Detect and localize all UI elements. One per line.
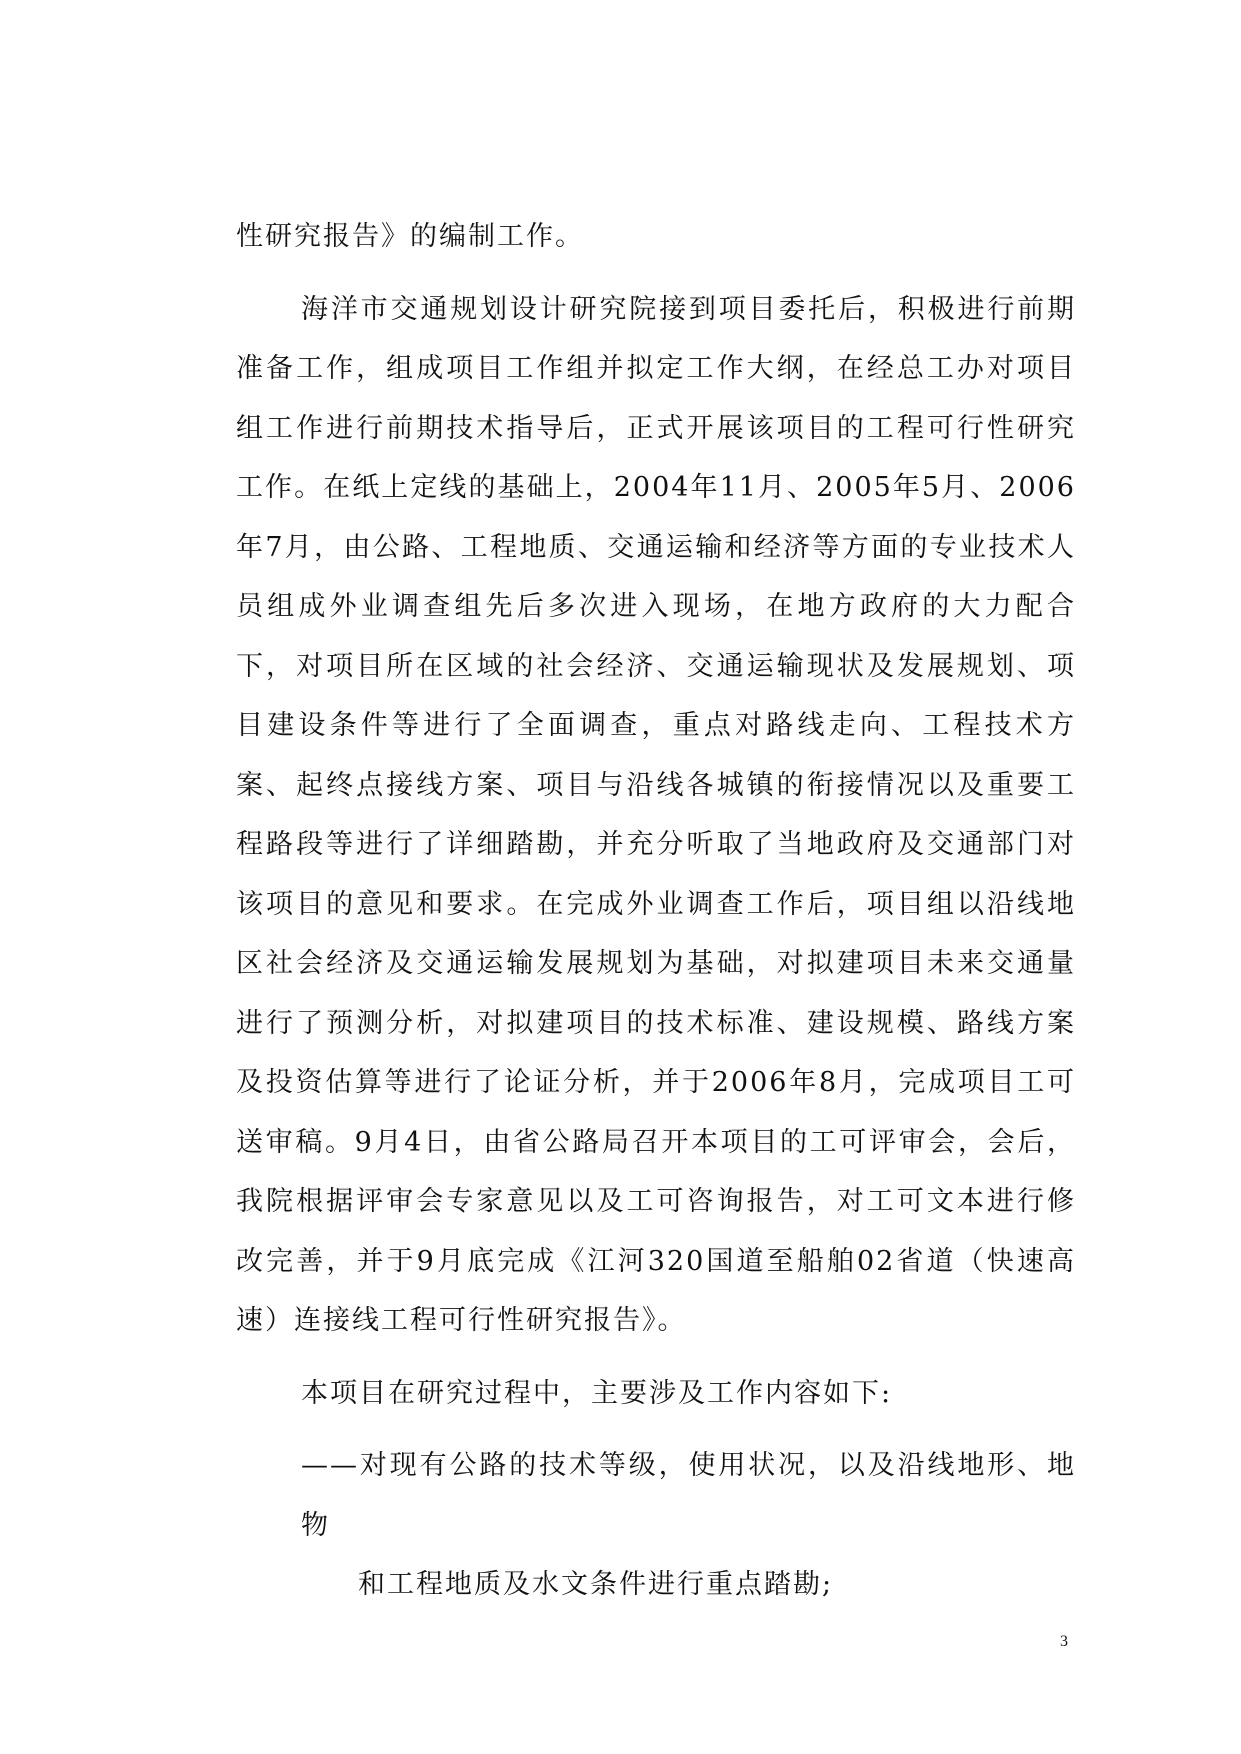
- paragraph-work-content-intro: 本项目在研究过程中，主要涉及工作内容如下:: [301, 1377, 893, 1409]
- list-item: [236, 1436, 1076, 1615]
- paragraph-continuation: 性研究报告》的编制工作。: [236, 221, 584, 252]
- list-item-line-1: ——对现有公路的技术等级，使用状况，以及沿线地形、地物: [301, 1450, 1076, 1541]
- page-number: 3: [1060, 1633, 1068, 1650]
- paragraph-project-process: 海洋市交通规划设计研究院接到项目委托后，积极进行前期准备工作，组成项目工作组并拟定工作大纲，在经总工办对项目组工作进行前期技术指导后，正式开展该项目的工程可行性研究工作。在纸上定线的基础上，2004年11月、2005年5月、2006年7月，由公路、工程地质、交通运输和经济等方面的专业技术人员组成外业调查组先后多次进入现场，在地方政府的大力配合下，对项目所在区域的社会经济、交通运输现状及发展规划、项目建设条件等进行了全面调查，重点对路线走向、工程技术方案、起终点接线方案、项目与沿线各城镇的衔接情况以及重要工程路段等进行了详细踏勘，并充分听取了当地政府及交通部门对该项目的意见和要求。在完成外业调查工作后，项目组以沿线地区社会经济及交通运输发展规划为基础，对拟建项目未来交通量进行了预测分析，对拟建项目的技术标准、建设规模、路线方案及投资估算等进行了论证分析，并于2006年8月，完成项目工可送审稿。9月4日，由省公路局召开本项目的工可评审会，会后，我院根据评审会专家意见以及工可咨询报告，对工可文本进行修改完善，并于9月底完成《江河320国道至船舶02省道（快速高速）连接线工程可行性研究报告》。: [236, 293, 1076, 1336]
- list-item-line-2: 和工程地质及水文条件进行重点踏勘;: [358, 1569, 834, 1600]
- body-text: [236, 207, 1076, 1615]
